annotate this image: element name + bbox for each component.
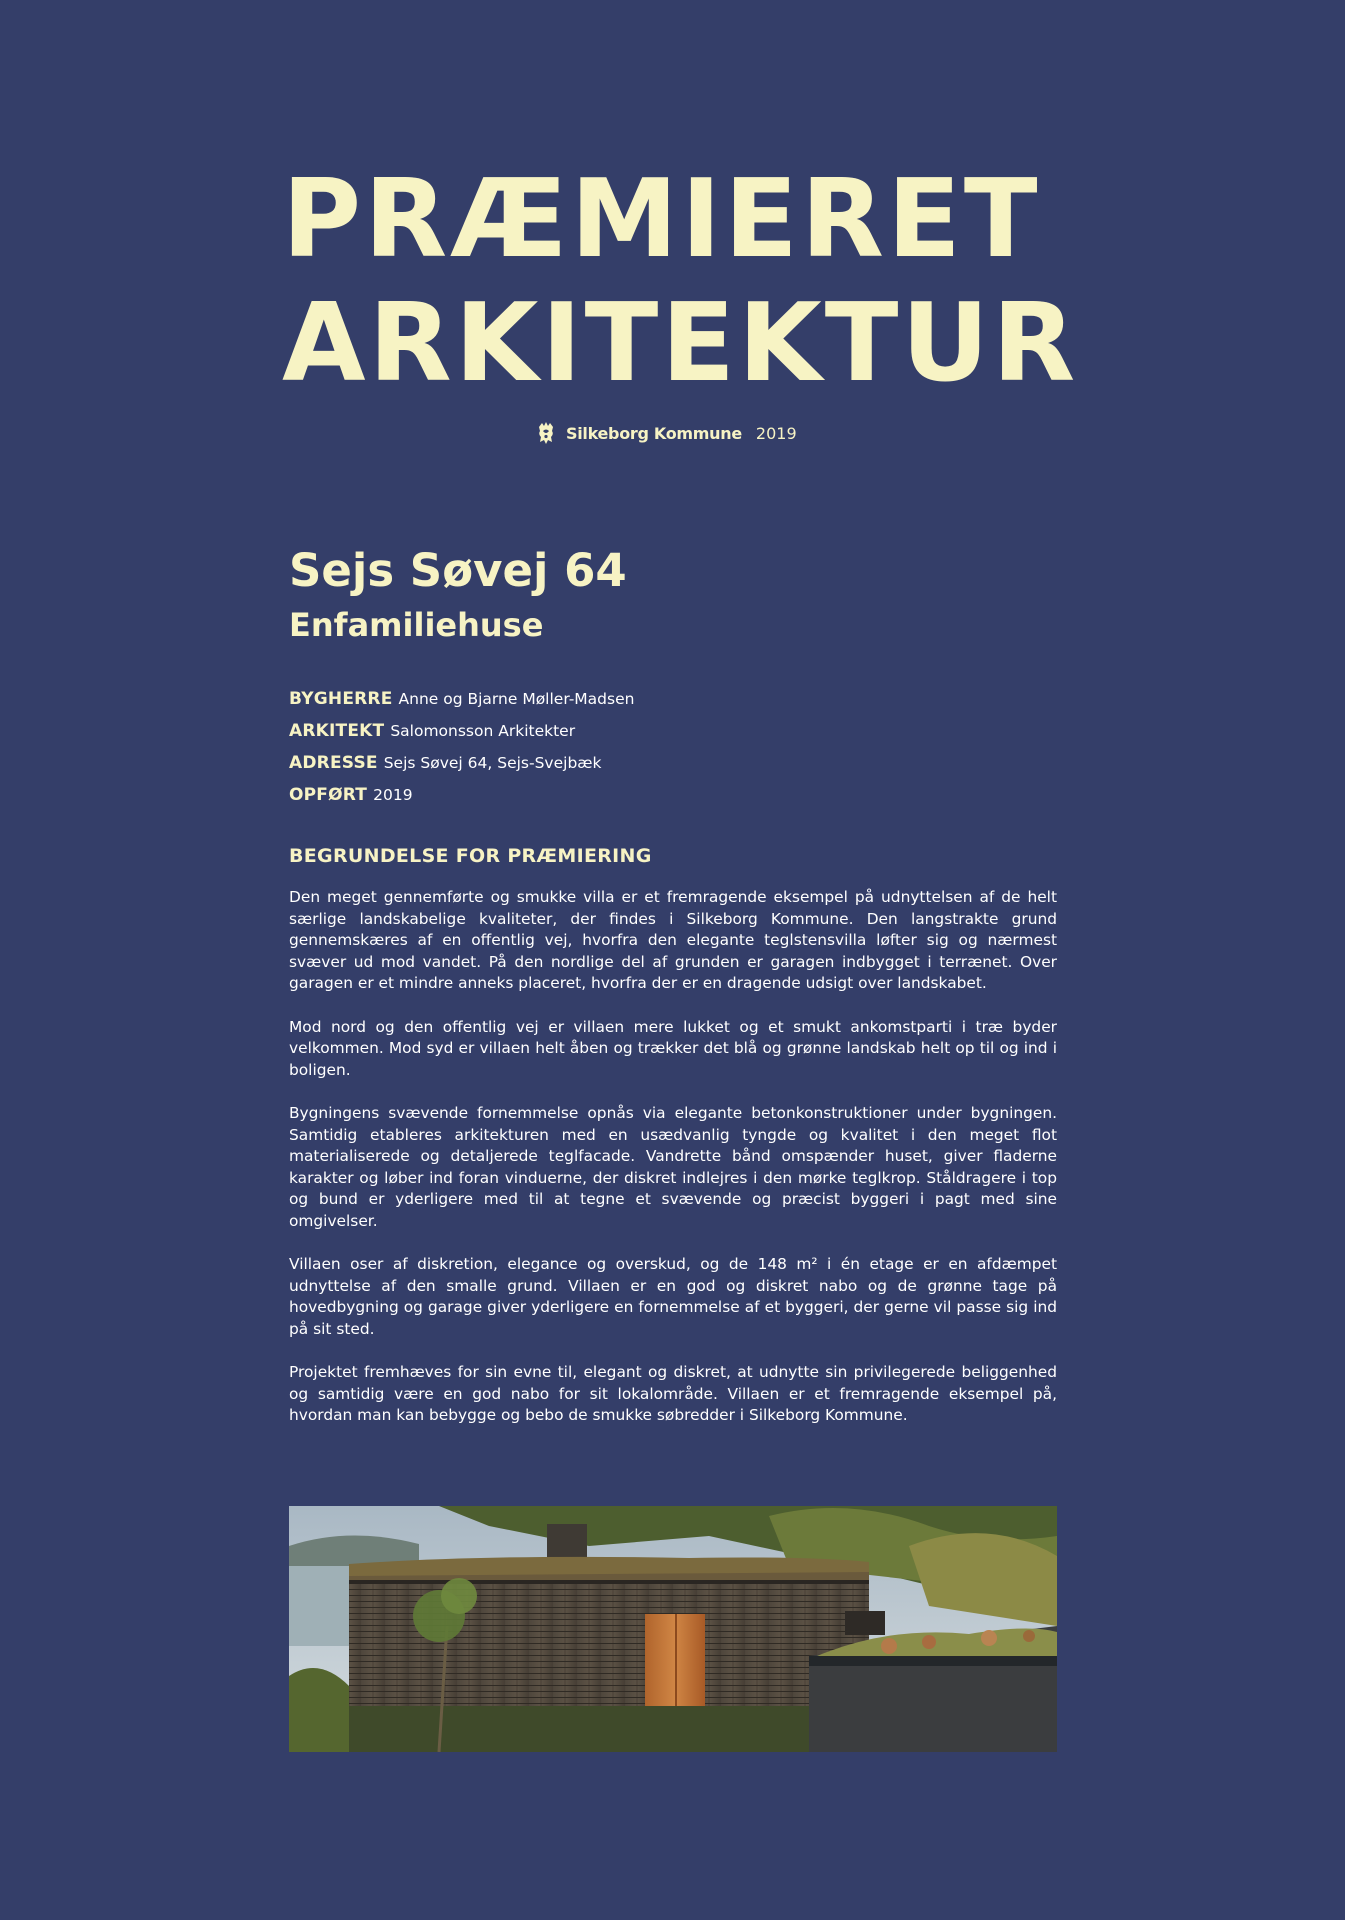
fact-key: OPFØRT [289, 785, 368, 805]
fact-value: 2019 [373, 786, 413, 804]
fact-key: ADRESSE [289, 753, 378, 773]
facts-list [289, 686, 1049, 814]
paragraph: Mod nord og den offentlig vej er villaen mere lukket og et smukt ankomstparti i træ byder velkommen. Mod syd er villaen helt åben og trækker det blå og grønne landskab helt op til og ind i boligen. [289, 1017, 1057, 1079]
fact-bygherre [289, 686, 1049, 718]
brand-name: Silkeborg Kommune [566, 423, 742, 443]
paragraph: Villaen oser af diskretion, elegance og overskud, og de 148 m² i én etage er en afdæmpet udnyttelse af den smalle grund. Villaen er en god og diskret nabo og de grønne tage på hovedbygning og garage giver yderligere en fornemmelse af et byggeri, der gerne vil passe sig ind på sit sted. [289, 1255, 1057, 1338]
brand-year: 2019 [755, 423, 797, 443]
fact-opfoert [289, 782, 1049, 814]
fact-key: ARKITEKT [289, 721, 385, 741]
project-subtitle: Enfamiliehuse [289, 606, 544, 644]
fact-adresse [289, 750, 1049, 782]
fact-value: Anne og Bjarne Møller-Madsen [398, 690, 635, 708]
paragraph: Bygningens svævende fornemmelse opnås via elegante betonkonstruktioner under bygningen. Samtidig etableres arkitekturen med en usædvanlig tyngde og kvalitet i den meget flot materialiserede og detaljerede teglfacade. Vandrette bånd omspænder huset, giver fladerne karakter og løber ind foran vinduerne, der diskret indlejres i den mørke teglkrop. Ståldragere i top og bund er yderligere med til at tegne et svævende og præcist byggeri i pagt med sine omgivelser. [289, 1103, 1057, 1230]
hero-title-line-1: PRÆMIERET [282, 157, 1041, 282]
silkeborg-crest-icon [536, 421, 556, 445]
house-photo [289, 1506, 1057, 1752]
paragraph: Den meget gennemførte og smukke villa er et fremragende eksempel på udnyttelsen af de helt særlige landskabelige kvaliteter, der findes i Silkeborg Kommune. Den langstrakte grund gennemskæres af en offentlig vej, hvorfra den elegante teglstensvilla løfter sig og nærmest svæver ud mod vandet. På den nordlige del af grunden er garagen indbygget i terrænet. Over garagen er et mindre anneks placeret, hvorfra der er en dragende udsigt over landskabet. [289, 888, 1057, 993]
fact-key: BYGHERRE [289, 689, 393, 709]
section-heading: BEGRUNDELSE FOR PRÆMIERING [289, 845, 652, 867]
brand-line [536, 421, 797, 445]
hero-title [282, 157, 1079, 406]
hero-title-line-2: ARKITEKTUR [282, 281, 1079, 406]
project-title: Sejs Søvej 64 [289, 544, 627, 597]
paragraph: Projektet fremhæves for sin evne til, elegant og diskret, at udnytte sin privilegerede beliggenhed og samtidig være en god nabo for sit lokalområde. Villaen er et fremragende eksempel på, hvordan man kan bebygge og bebo de smukke søbredder i Silkeborg Kommune. [289, 1363, 1057, 1425]
fact-value: Sejs Søvej 64, Sejs-Svejbæk [383, 754, 602, 772]
body-text [289, 887, 1057, 1448]
fact-value: Salomonsson Arkitekter [390, 722, 576, 740]
fact-arkitekt [289, 718, 1049, 750]
